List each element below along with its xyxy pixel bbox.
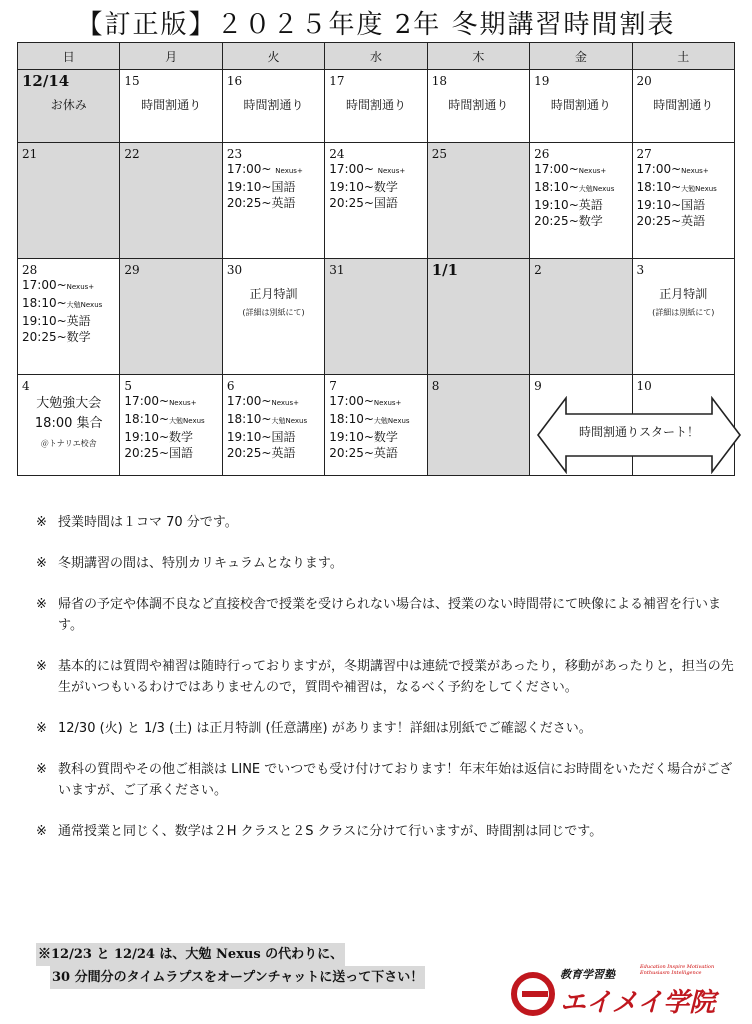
- highlight-note: [36, 943, 496, 989]
- weekday-header: 土: [632, 43, 734, 70]
- note-text: 冬期講習の間は、特別カリキュラムとなります。: [58, 556, 343, 571]
- day-status: 時間割通り: [448, 98, 509, 112]
- weekday-header: 日: [18, 43, 120, 70]
- day-number: 12/14: [22, 72, 70, 90]
- arrow-label: 時間割通りスタート！: [578, 425, 699, 439]
- day-cell: [18, 143, 120, 259]
- class-slot: 20:25~国語: [329, 196, 398, 210]
- day-number: 2: [534, 263, 542, 277]
- note-mark: ※: [36, 721, 47, 736]
- day-cell: [222, 70, 324, 143]
- class-slot: 18:10~大勉Nexus: [124, 412, 205, 426]
- class-slot: 20:25~英語: [636, 214, 706, 228]
- logo-subtitle: 教育学習塾: [560, 968, 615, 981]
- class-slot: 18:10~大勉Nexus: [329, 412, 410, 426]
- note-item: [36, 656, 736, 698]
- class-name: Nexus+: [169, 399, 197, 407]
- highlight-line-1: ※12/23 と 12/24 は、大勉 Nexus の代わりに、: [36, 943, 345, 966]
- day-number: 16: [226, 74, 243, 88]
- day-number: 22: [124, 147, 140, 161]
- day-cell: [427, 70, 529, 143]
- class-slot: 19:10~英語: [22, 314, 91, 328]
- class-name: 大勉Nexus: [169, 417, 205, 425]
- day-cell: [325, 375, 427, 476]
- day-cell: [632, 259, 734, 375]
- day-cell: [325, 259, 427, 375]
- day-cell: [325, 70, 427, 143]
- day-cell: [222, 375, 324, 476]
- class-slot: 19:10~英語: [534, 198, 603, 212]
- day-status: 時間割通り: [345, 98, 406, 112]
- class-slot: 19:10~数学: [124, 430, 194, 444]
- note-item: [36, 759, 736, 801]
- day-detail-note: (詳細は別紙にて): [652, 308, 715, 317]
- day-number: 1/1: [431, 261, 459, 279]
- day-number: 30: [226, 263, 243, 277]
- class-name: Nexus+: [373, 399, 402, 407]
- day-status: 時間割通り: [243, 98, 304, 112]
- note-mark: ※: [36, 556, 47, 571]
- day-cell: [427, 259, 529, 375]
- class-slot: 17:00~Nexus+: [22, 278, 95, 292]
- class-slot: 18:10~大勉Nexus: [226, 412, 308, 426]
- day-cell: [120, 143, 222, 259]
- class-name: Nexus+: [377, 167, 406, 175]
- day-number: 19: [534, 74, 550, 88]
- class-name: 大勉Nexus: [578, 185, 615, 193]
- notes-list: [36, 512, 736, 862]
- class-slot: 17:00~Nexus+: [329, 394, 402, 408]
- day-number: 4: [22, 379, 30, 393]
- note-text: 12/30 (火) と 1/3 (土) は正月特訓 (任意講座) があります！詳細は別紙でご確認ください。: [58, 721, 592, 736]
- class-name: 大勉Nexus: [271, 417, 308, 425]
- class-slot: 17:00~Nexus+: [226, 394, 299, 408]
- day-status: 時間割通り: [141, 98, 202, 112]
- day-cell: [120, 70, 222, 143]
- weekday-header: 月: [120, 43, 222, 70]
- class-slot: 18:10~大勉Nexus: [636, 180, 717, 194]
- day-number: 7: [329, 379, 337, 393]
- class-slot: 17:00~Nexus+: [636, 162, 709, 176]
- class-name: Nexus+: [66, 283, 95, 291]
- day-number: 5: [124, 379, 133, 393]
- day-number: 17: [329, 74, 345, 88]
- note-mark: ※: [36, 515, 47, 530]
- day-cell: [222, 143, 324, 259]
- day-cell: [632, 70, 734, 143]
- day-number: 8: [431, 379, 440, 393]
- class-slot: 20:25~数学: [22, 330, 91, 344]
- note-item: [36, 718, 736, 739]
- day-status: 正月特訓: [249, 287, 298, 301]
- class-name: Nexus+: [275, 167, 303, 175]
- day-number: 18: [431, 74, 447, 88]
- day-number: 27: [636, 147, 652, 161]
- day-cell: [120, 375, 222, 476]
- day-cell: [18, 259, 120, 375]
- weekday-header: 水: [325, 43, 427, 70]
- weekday-header-row: [18, 43, 735, 70]
- class-slot: 20:25~英語: [226, 446, 296, 460]
- day-cell: [18, 70, 120, 143]
- day-number: 21: [22, 147, 38, 161]
- day-cell: [530, 259, 632, 375]
- day-number: 31: [329, 263, 345, 277]
- note-text: 通常授業と同じく、数学は２H クラスと２S クラスに分けて行いますが、時間割は同じです。: [58, 824, 603, 839]
- class-name: Nexus+: [271, 399, 299, 407]
- note-item: [36, 594, 736, 636]
- day-number: 28: [22, 263, 38, 277]
- day-number: 25: [431, 147, 447, 161]
- highlight-line-2: 30 分間分のタイムラプスをオープンチャットに送って下さい！: [50, 966, 425, 989]
- weekday-header: 金: [530, 43, 632, 70]
- day-cell: [120, 259, 222, 375]
- note-mark: ※: [36, 824, 47, 839]
- day-cell: [530, 70, 632, 143]
- note-item: [36, 821, 736, 842]
- day-number: 20: [636, 74, 652, 88]
- logo-name: エイメイ学院: [560, 988, 716, 1018]
- day-detail-note: ＠トナリエ校舎: [40, 439, 97, 448]
- day-cell: [222, 259, 324, 375]
- logo-tagline-1: Education Inspire Motivation: [640, 964, 715, 970]
- day-status: 時間割通り: [653, 98, 714, 112]
- note-text: 授業時間は１コマ 70 分です。: [58, 515, 238, 530]
- day-cell: [325, 143, 427, 259]
- class-slot: 17:00~ Nexus+: [329, 162, 406, 176]
- day-number: 15: [124, 74, 140, 88]
- class-slot: 19:10~国語: [636, 198, 706, 212]
- note-mark: ※: [36, 597, 47, 612]
- class-slot: 20:25~英語: [226, 196, 296, 210]
- day-event: 18:00 集合: [34, 416, 103, 431]
- weekday-header: 木: [427, 43, 529, 70]
- class-slot: 17:00~Nexus+: [124, 394, 197, 408]
- class-slot: 19:10~国語: [226, 430, 296, 444]
- class-name: Nexus+: [681, 167, 709, 175]
- class-slot: 17:00~Nexus+: [534, 162, 607, 176]
- day-number: 29: [124, 263, 140, 277]
- note-item: [36, 553, 736, 574]
- note-item: [36, 512, 736, 533]
- day-cell: [427, 375, 529, 476]
- class-slot: 20:25~英語: [329, 446, 398, 460]
- day-number: 9: [534, 379, 542, 393]
- class-slot: 19:10~国語: [226, 180, 296, 194]
- note-text: 基本的には質問や補習は随時行っておりますが，冬期講習中は連続で授業があったり，移動があったりと，担当の先生がいつもいるわけではありませんので，質問や補習は，なるべく予約をしてください。: [58, 659, 734, 695]
- day-number: 24: [329, 147, 345, 161]
- day-number: 3: [636, 263, 645, 277]
- class-slot: 17:00~ Nexus+: [226, 162, 303, 176]
- page-title: 【訂正版】２０２５年度 2年 冬期講習時間割表: [76, 10, 676, 40]
- week-row: [18, 259, 735, 375]
- class-slot: 19:10~数学: [329, 180, 398, 194]
- note-text: 帰省の予定や体調不良など直接校舎で授業を受けられない場合は、授業のない時間帯にて映像による補習を行います。: [58, 597, 722, 633]
- day-event: 大勉強大会: [36, 396, 102, 411]
- day-number: 6: [226, 379, 235, 393]
- class-name: 大勉Nexus: [373, 417, 410, 425]
- day-detail-note: (詳細は別紙にて): [242, 308, 305, 317]
- class-name: Nexus+: [578, 167, 607, 175]
- class-slot: 20:25~数学: [534, 214, 603, 228]
- note-text: 教科の質問やその他ご相談は LINE でいつでも受け付けております！年末年始は返信にお時間をいただく場合がございますが、ご了承ください。: [58, 762, 733, 798]
- logo-tagline-2: Enthusiasm Intelligence: [640, 970, 702, 976]
- class-slot: 18:10~大勉Nexus: [534, 180, 615, 194]
- day-status: 正月特訓: [659, 287, 708, 301]
- day-cell: [427, 143, 529, 259]
- class-name: 大勉Nexus: [681, 185, 717, 193]
- class-slot: 18:10~大勉Nexus: [22, 296, 103, 310]
- day-cell: [18, 375, 120, 476]
- day-number: 23: [226, 147, 243, 161]
- week-row: [18, 143, 735, 259]
- weekday-header: 火: [222, 43, 324, 70]
- day-cell: [632, 143, 734, 259]
- week-row: [18, 70, 735, 143]
- day-status: 時間割通り: [550, 98, 611, 112]
- logo-tagline: [640, 964, 740, 976]
- day-number: 10: [636, 379, 652, 393]
- day-number: 26: [534, 147, 550, 161]
- class-slot: 19:10~数学: [329, 430, 398, 444]
- day-cell: [530, 143, 632, 259]
- day-status: お休み: [50, 98, 87, 112]
- class-name: 大勉Nexus: [66, 301, 103, 309]
- class-slot: 20:25~国語: [124, 446, 194, 460]
- note-mark: ※: [36, 762, 47, 777]
- note-mark: ※: [36, 659, 47, 674]
